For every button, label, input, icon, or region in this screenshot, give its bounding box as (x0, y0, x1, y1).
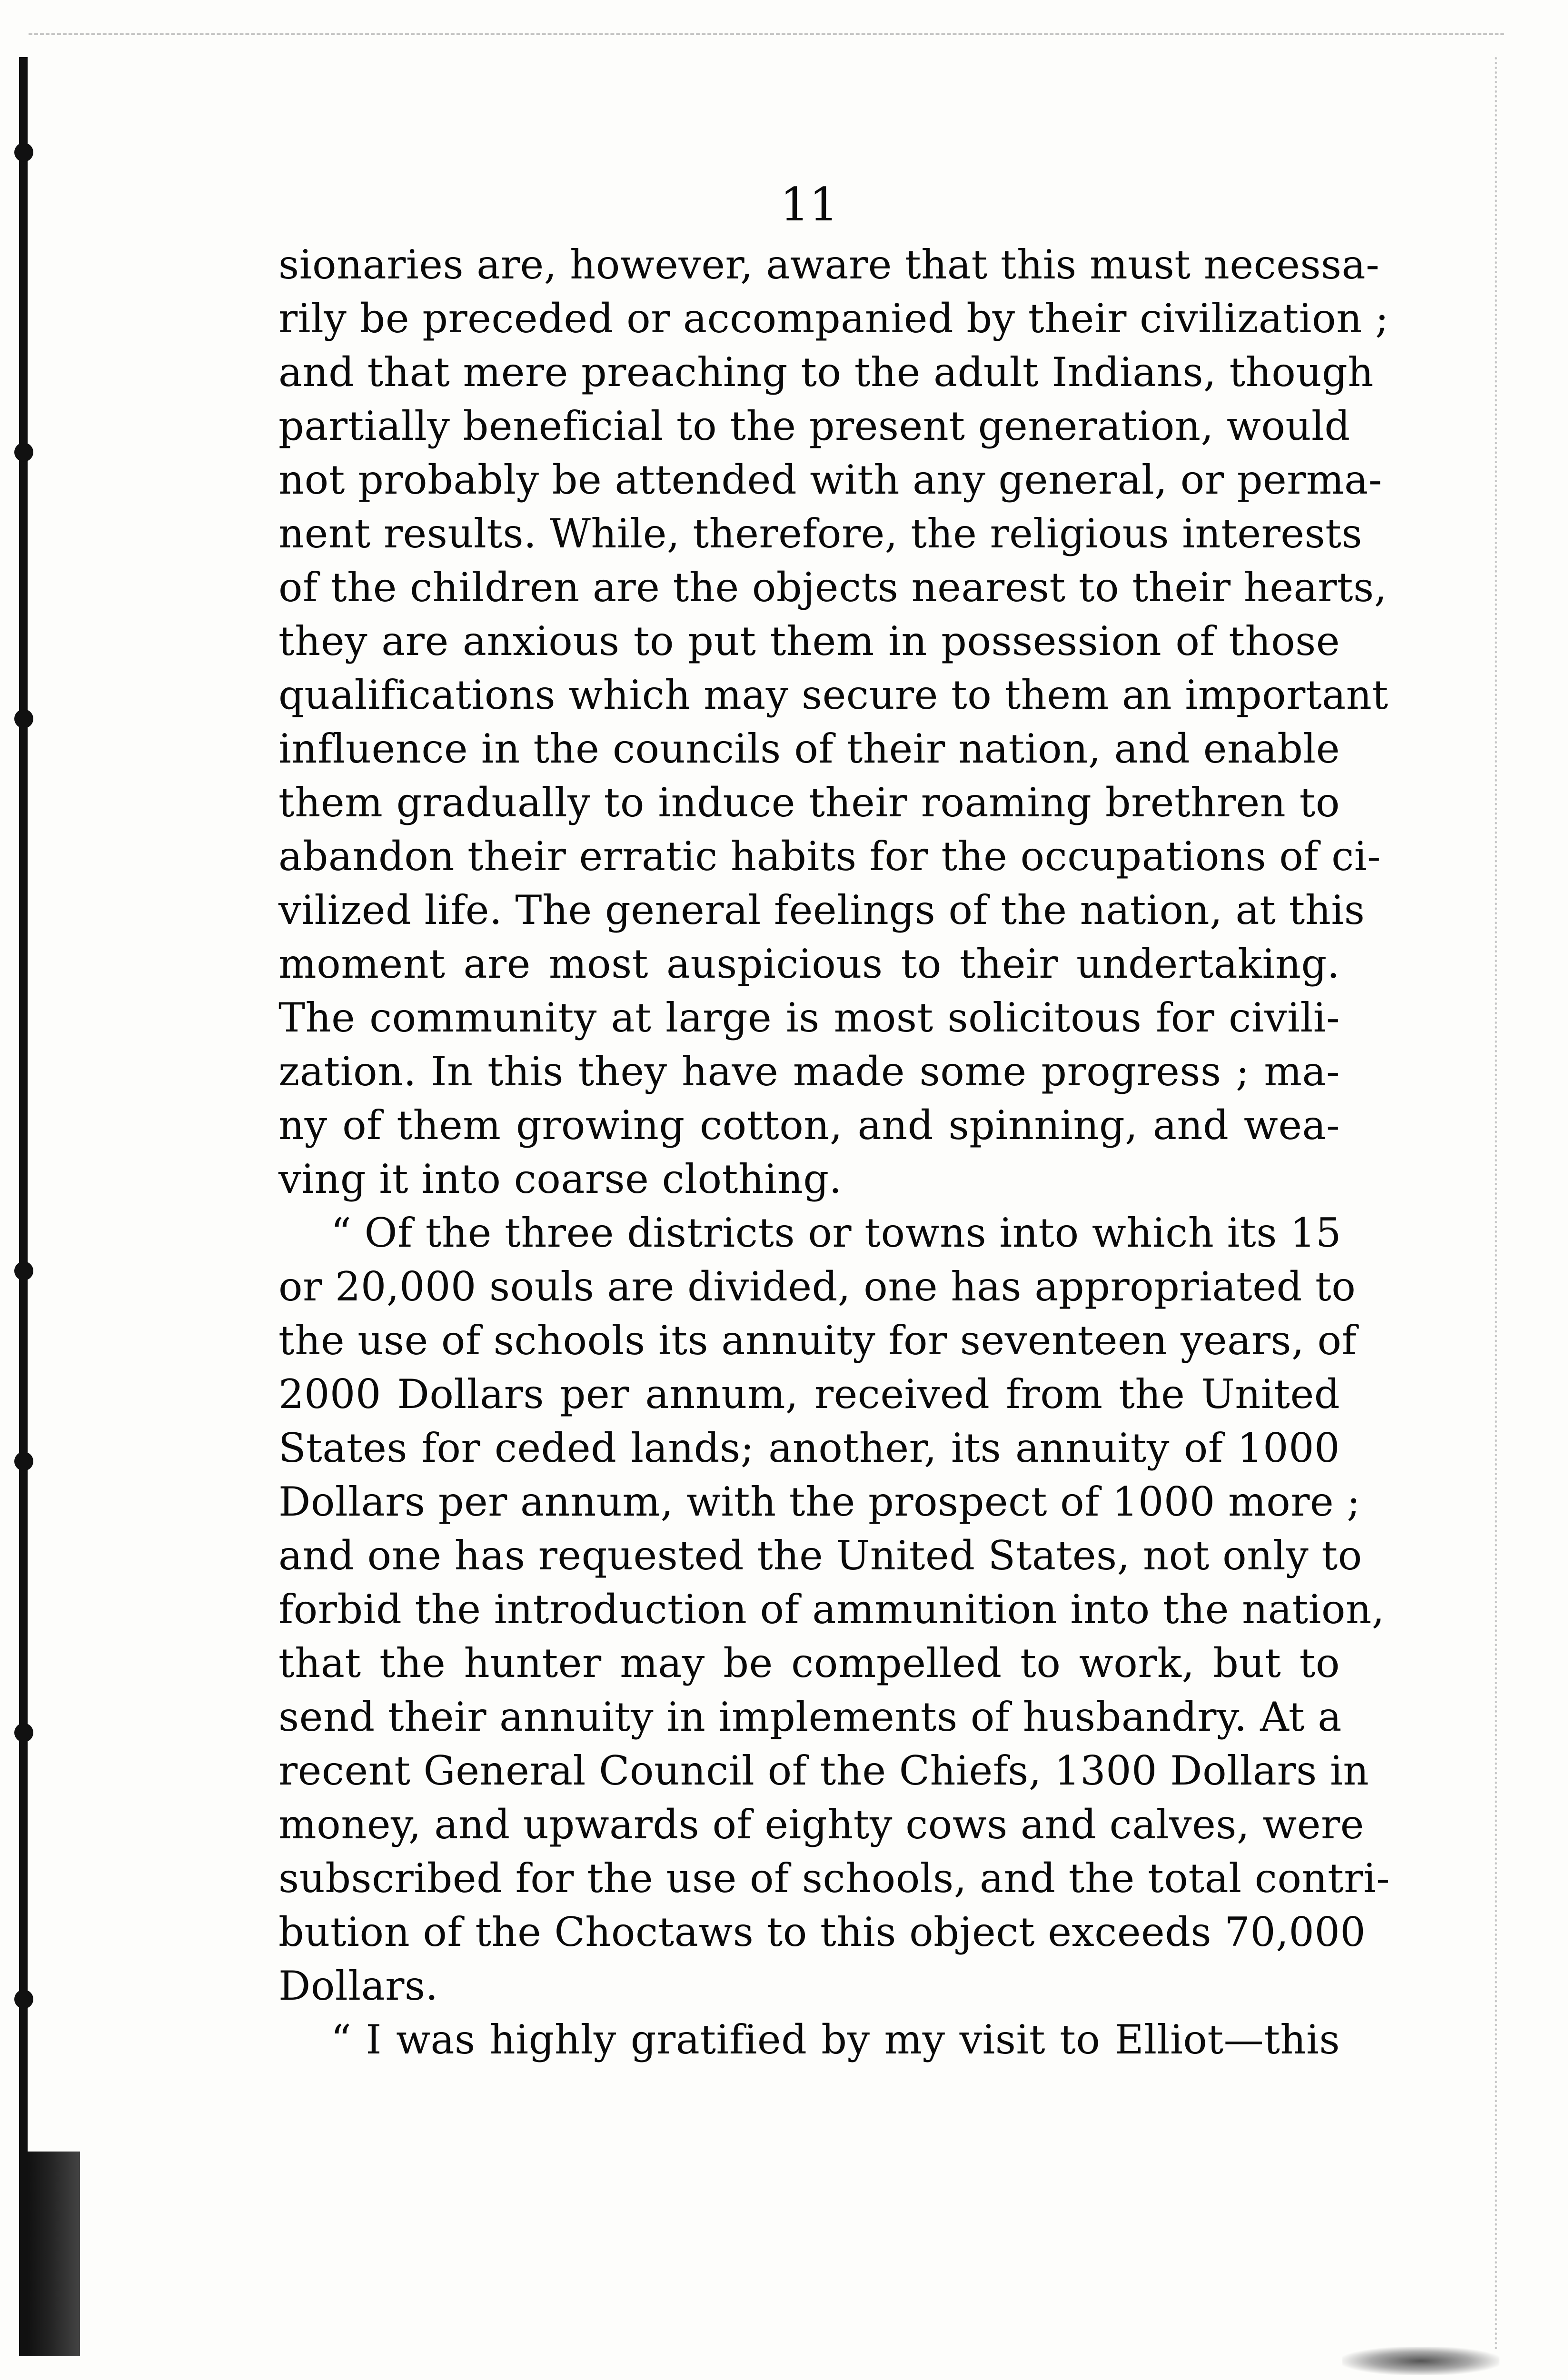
text-line: States for ceded lands; another, its annuity of 1000 (278, 1425, 1340, 1471)
text-line: moment are most auspicious to their undertaking. (278, 941, 1340, 987)
text-line: influence in the councils of their nation, and enable (278, 725, 1340, 772)
text-line: and that mere preaching to the adult Indians, though (278, 349, 1374, 396)
binding-mark (14, 709, 33, 728)
text-line: qualifications which may secure to them an important (278, 672, 1389, 718)
text-line: ny of them growing cotton, and spinning, and wea- (278, 1102, 1340, 1149)
text-line: abandon their erratic habits for the occupations of ci- (278, 833, 1381, 880)
text-line: money, and upwards of eighty cows and calves, were (278, 1801, 1364, 1848)
text-line: they are anxious to put them in possession of those (278, 618, 1340, 664)
ink-smudge (1342, 2347, 1499, 2375)
text-line: the use of schools its annuity for seventeen years, of (278, 1317, 1357, 1364)
binding-mark (14, 1452, 33, 1471)
text-line: zation. In this they have made some progress ; ma- (278, 1048, 1340, 1095)
text-line: or 20,000 souls are divided, one has appropriated to (278, 1263, 1356, 1310)
text-line: subscribed for the use of schools, and the total contri- (278, 1855, 1390, 1902)
text-line: rily be preceded or accompanied by their civilization ; (278, 295, 1389, 342)
text-line: The community at large is most solicitous for civili- (278, 994, 1340, 1041)
page-number: 11 (780, 178, 839, 231)
binding-mark (14, 1990, 33, 2009)
binding-shadow (28, 2152, 80, 2356)
text-line: sionaries are, however, aware that this must necessa- (278, 241, 1379, 288)
binding-mark (14, 1261, 33, 1280)
binding-mark (14, 143, 33, 162)
text-line: of the children are the objects nearest to their hearts, (278, 564, 1387, 611)
text-line: recent General Council of the Chiefs, 1300 Dollars in (278, 1747, 1369, 1794)
text-line: not probably be attended with any general, or perma- (278, 456, 1382, 503)
text-line: and one has requested the United States, not only to (278, 1532, 1362, 1579)
binding-mark (14, 443, 33, 462)
text-line: “ I was highly gratified by my visit to Elliot—this (331, 2016, 1340, 2063)
text-line: them gradually to induce their roaming brethren to (278, 779, 1340, 826)
text-line: ving it into coarse clothing. (278, 1156, 842, 1202)
text-line: 2000 Dollars per annum, received from the United (278, 1371, 1340, 1418)
binding-mark (14, 1723, 33, 1742)
text-line: partially beneficial to the present generation, would (278, 403, 1350, 449)
text-line: “ Of the three districts or towns into which its 15 (331, 1210, 1341, 1256)
body-text (278, 238, 1390, 2067)
text-line: that the hunter may be compelled to work, but to (278, 1640, 1340, 1686)
text-line: send their annuity in implements of husbandry. At a (278, 1694, 1342, 1740)
text-line: forbid the introduction of ammunition into the nation, (278, 1586, 1385, 1633)
text-line: bution of the Choctaws to this object exceeds 70,000 (278, 1909, 1366, 1955)
text-line: nent results. While, therefore, the religious interests (278, 510, 1362, 557)
text-line: Dollars. (278, 1963, 438, 2009)
page-top-edge (29, 33, 1504, 37)
text-line: vilized life. The general feelings of the nation, at this (278, 887, 1365, 933)
text-line: Dollars per annum, with the prospect of 1000 more ; (278, 1478, 1361, 1525)
binding-edge (19, 57, 28, 2356)
page-right-edge (1495, 57, 1499, 2351)
